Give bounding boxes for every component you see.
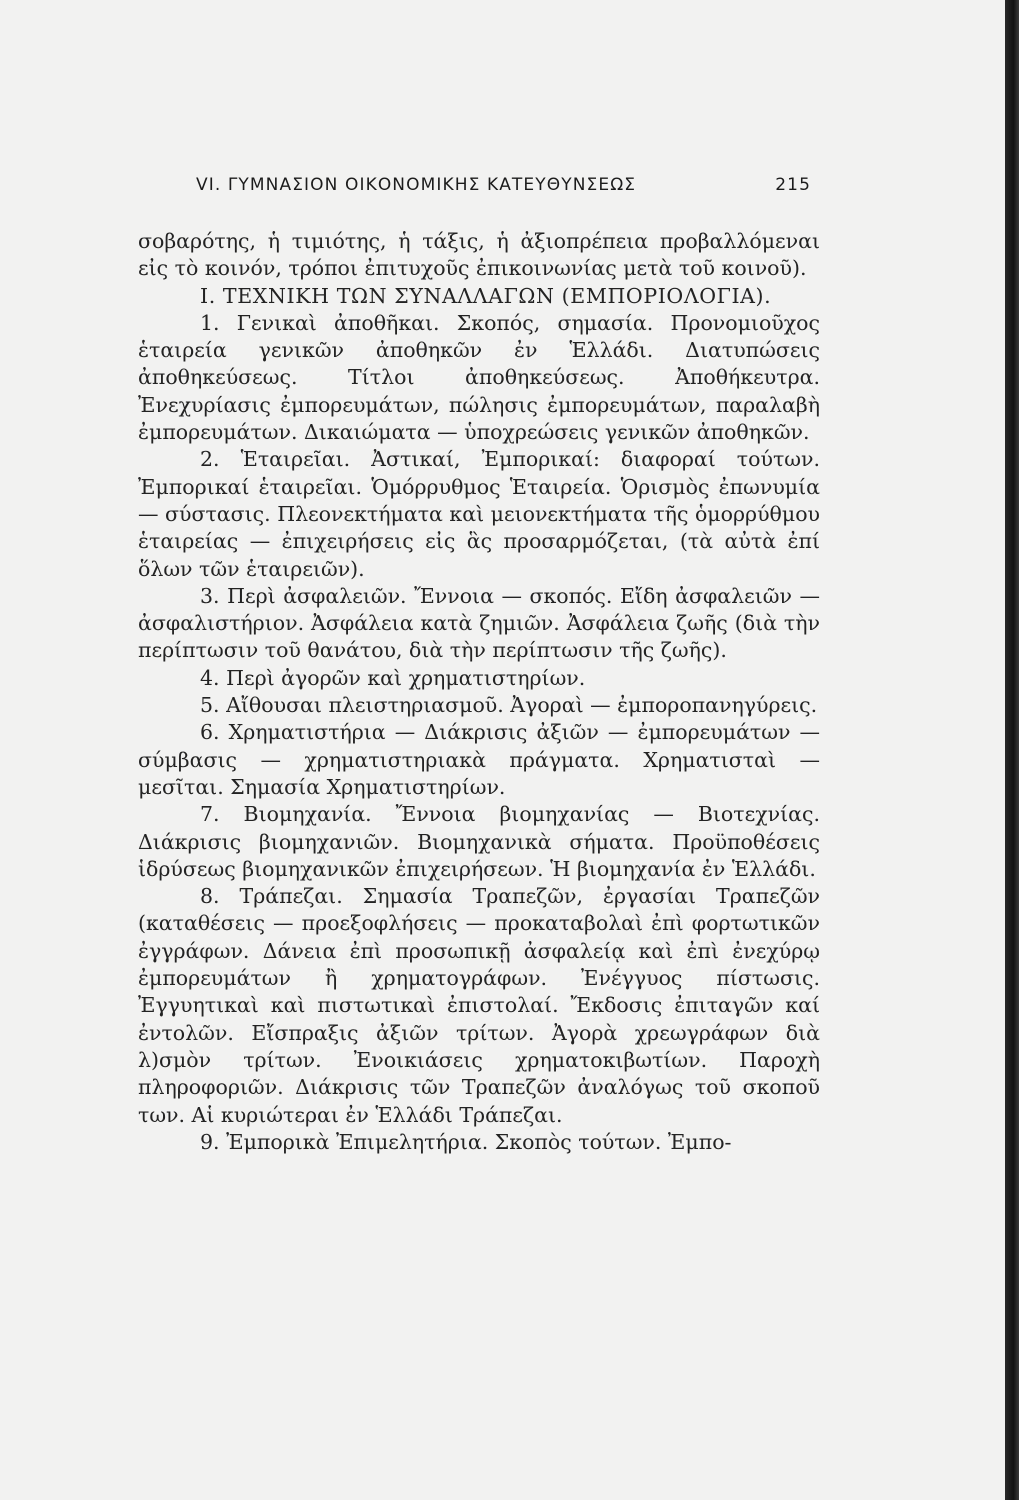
list-item-5: 5. Αἴθουσαι πλειστηριασμοῦ. Ἀγοραὶ — ἐμποροπανηγύρεις. [200,693,818,718]
section-title: I. ΤΕΧΝΙΚΗ ΤΩΝ ΣΥΝΑΛΛΑΓΩΝ (ΕΜΠΟΡΙΟΛΟΓΙΑ). [200,283,772,308]
list-item-7: 7. Βιομηχανία. Ἔννοια βιομηχανίας — Βιοτεχνίας. Διάκρισις βιομηχανιῶν. Βιομηχανικὰ σήματα. Προϋποθέσεις ἱδρύσεως βιομηχανικῶν ἐπιχειρήσεων. Ἡ βιομηχανία ἐν Ἑλλάδι. [138,802,820,881]
list-item-3: 3. Περὶ ἀσφαλειῶν. Ἔννοια — σκοπός. Εἴδη ἀσφαλειῶν — ἀσφαλιστήριον. Ἀσφάλεια κατὰ ζημιῶν. Ἀσφάλεια ζωῆς (διὰ τὴν περίπτωσιν τοῦ θανάτου, διὰ τὴν περίπτωσιν τῆς ζωῆς). [138,583,820,663]
list-item-2: 2. Ἑταιρεῖαι. Ἀστικαί, Ἐμπορικαί: διαφοραί τούτων. Ἐμπορικαί ἑταιρεῖαι. Ὁμόρρυθμος Ἑταιρεία. Ὁρισμὸς ἐπωνυμία — σύστασις. Πλεονεκτήματα καὶ μειονεκτήματα τῆς ὁμορρύθμου ἑταιρείας — ἐπιχειρήσεις εἰς ἃς προσαρμόζεται, (τὰ αὐτὰ ἐπί ὅλων τῶν ἑταιρειῶν). [138,447,820,581]
list-item-8: 8. Τράπεζαι. Σημασία Τραπεζῶν, ἐργασίαι Τραπεζῶν (καταθέσεις — προεξοφλήσεις — προκαταβολαὶ ἐπὶ φορτωτικῶν ἐγγράφων. Δάνεια ἐπὶ προσωπικῇ ἀσφαλείᾳ καὶ ἐπὶ ἐνεχύρῳ ἐμπορευμάτων ἢ χρηματογράφων. Ἐνέγγυος πίστωσις. Ἐγγυητικαὶ καὶ πιστωτικαὶ ἐπιστολαί. Ἔκδοσις ἐπιταγῶν καί ἐντολῶν. Εἴσπραξις ἀξιῶν τρίτων. Ἀγορὰ χρεωγράφων διὰ λ)σμὸν τρίτων. Ἐνοικιάσεις χρηματοκιβωτίων. Παροχὴ πληροφοριῶν. Διάκρισις τῶν Τραπεζῶν ἀναλόγως τοῦ σκοποῦ των. Αἱ κυριώτεραι ἐν Ἑλλάδι Τράπεζαι. [138,884,820,1127]
running-head-title: VI. ΓΥΜΝΑΣΙΟΝ ΟΙΚΟΝΟΜΙΚΗΣ ΚΑΤΕΥΘΥΝΣΕΩΣ [196,175,637,195]
page-number: 215 [775,175,811,195]
list-item-1: 1. Γενικαὶ ἀποθῆκαι. Σκοπός, σημασία. Προνομιοῦχος ἑταιρεία γενικῶν ἀποθηκῶν ἐν Ἑλλάδι. Διατυπώσεις ἀποθηκεύσεως. Τίτλοι ἀποθηκεύσεως. Ἀποθήκευτρα. Ἐνεχυρίασις ἐμπορευμάτων, πώλησις ἐμπορευμάτων, παραλαβὴ ἐμπορευμάτων. Δικαιώματα — ὑποχρεώσεις γενικῶν ἀποθηκῶν. [138,310,820,445]
list-item-9: 9. Ἐμπορικὰ Ἐπιμελητήρια. Σκοπὸς τούτων. Ἐμπο- [200,1129,732,1154]
list-item-6: 6. Χρηματιστήρια — Διάκρισις ἀξιῶν — ἐμπορευμάτων — σύμβασις — χρηματιστηριακὰ πράγματα. Χρηματισταὶ — μεσῖται. Σημασία Χρηματιστηρίων. [138,720,820,799]
list-item-4: 4. Περὶ ἀγορῶν καὶ χρηματιστηρίων. [200,665,586,690]
running-head [196,175,811,195]
intro-paragraph: σοβαρότης, ἡ τιμιότης, ἡ τάξις, ἡ ἀξιοπρέπεια προβαλλόμεναι εἰς τὸ κοινόν, τρόποι ἐπιτυχοῦς ἐπικοινωνίας μετὰ τοῦ κοινοῦ). [138,229,820,281]
page-edge [1005,0,1019,1500]
body-text [138,228,820,1156]
